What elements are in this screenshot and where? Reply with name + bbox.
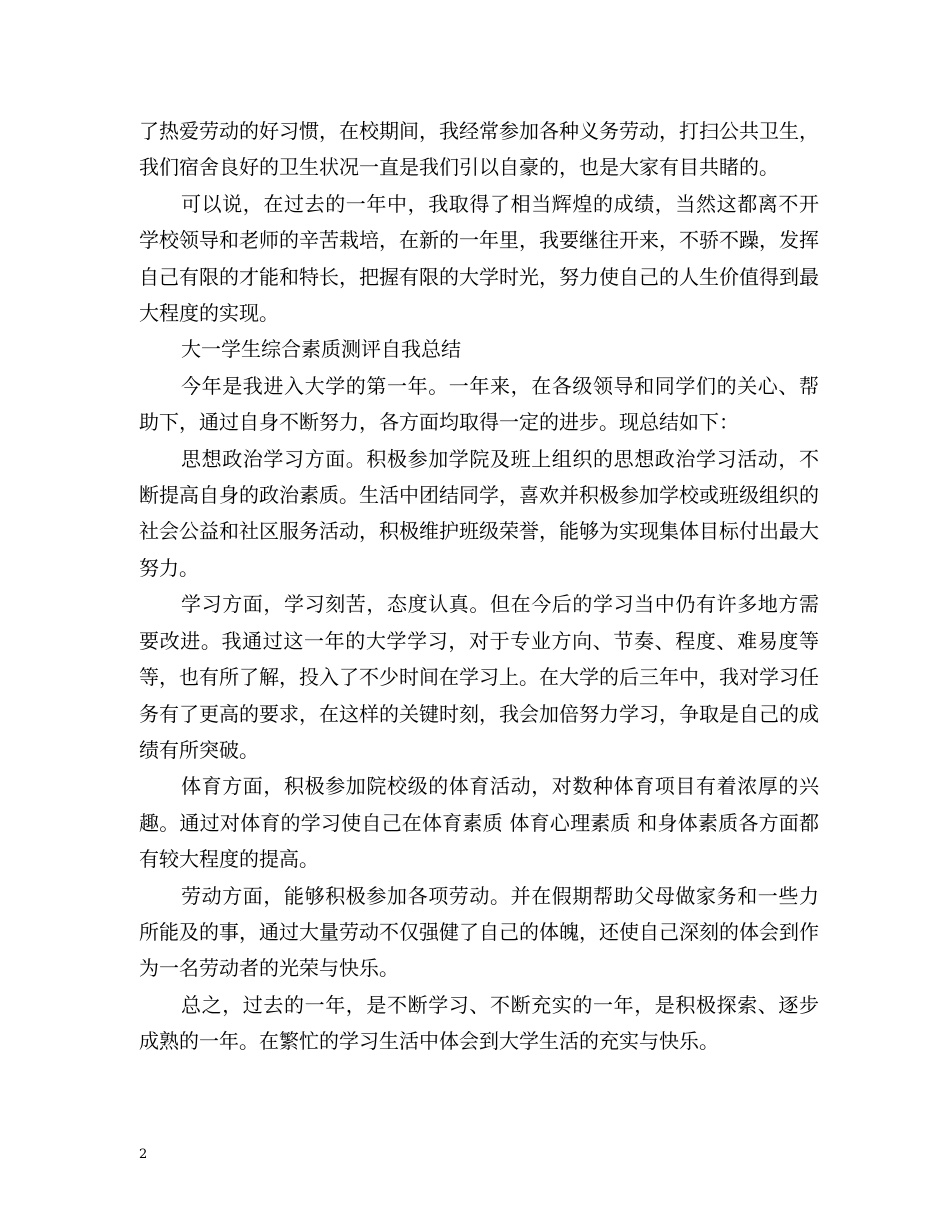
paragraph-continuation: 了热爱劳动的好习惯，在校期间，我经常参加各种义务劳动，打扫公共卫生，我们宿舍良好的卫生状况一直是我们引以自豪的，也是大家有目共睹的。 [139, 119, 819, 180]
paragraph-conclusion: 总之，过去的一年，是不断学习、不断充实的一年，是积极探索、逐步成熟的一年。在繁忙的学习生活中体会到大学生活的充实与快乐。 [139, 992, 819, 1054]
section-heading: 大一学生综合素质测评自我总结 [181, 337, 461, 362]
paragraph-study: 学习方面，学习刻苦，态度认真。但在今后的学习当中仍有许多地方需要改进。我通过这一年的大学学习，对于专业方向、节奏、程度、难易度等等，也有所了解，投入了不少时间在学习上。在大学的后三年中，我对学习任务有了更高的要求，在这样的关键时刻，我会加倍努力学习，争取是自己的成绩有所突破。 [139, 592, 819, 762]
paragraph-political-study: 思想政治学习方面。积极参加学院及班上组织的思想政治学习活动，不断提高自身的政治素质。生活中团结同学，喜欢并积极参加学校或班级组织的社会公益和社区服务活动，积极维护班级荣誉，能够为实现集体目标付出最大努力。 [139, 446, 819, 580]
document-body [139, 113, 819, 1060]
paragraph-intro: 今年是我进入大学的第一年。一年来，在各级领导和同学们的关心、帮助下，通过自身不断努力，各方面均取得一定的进步。现总结如下： [139, 373, 819, 435]
paragraph-achievements: 可以说，在过去的一年中，我取得了相当辉煌的成绩，当然这都离不开学校领导和老师的辛苦栽培，在新的一年里，我要继往开来，不骄不躁，发挥自己有限的才能和特长，把握有限的大学时光，努力使自己的人生价值得到最大程度的实现。 [139, 191, 819, 326]
page-number: 2 [139, 1147, 148, 1162]
paragraph-labor: 劳动方面，能够积极参加各项劳动。并在假期帮助父母做家务和一些力所能及的事，通过大量劳动不仅强健了自己的体魄，还使自己深刻的体会到作为一名劳动者的光荣与快乐。 [139, 883, 819, 981]
paragraph-sports: 体育方面，积极参加院校级的体育活动，对数种体育项目有着浓厚的兴趣。通过对体育的学习使自己在体育素质 体育心理素质 和身体素质各方面都有较大程度的提高。 [139, 774, 819, 872]
